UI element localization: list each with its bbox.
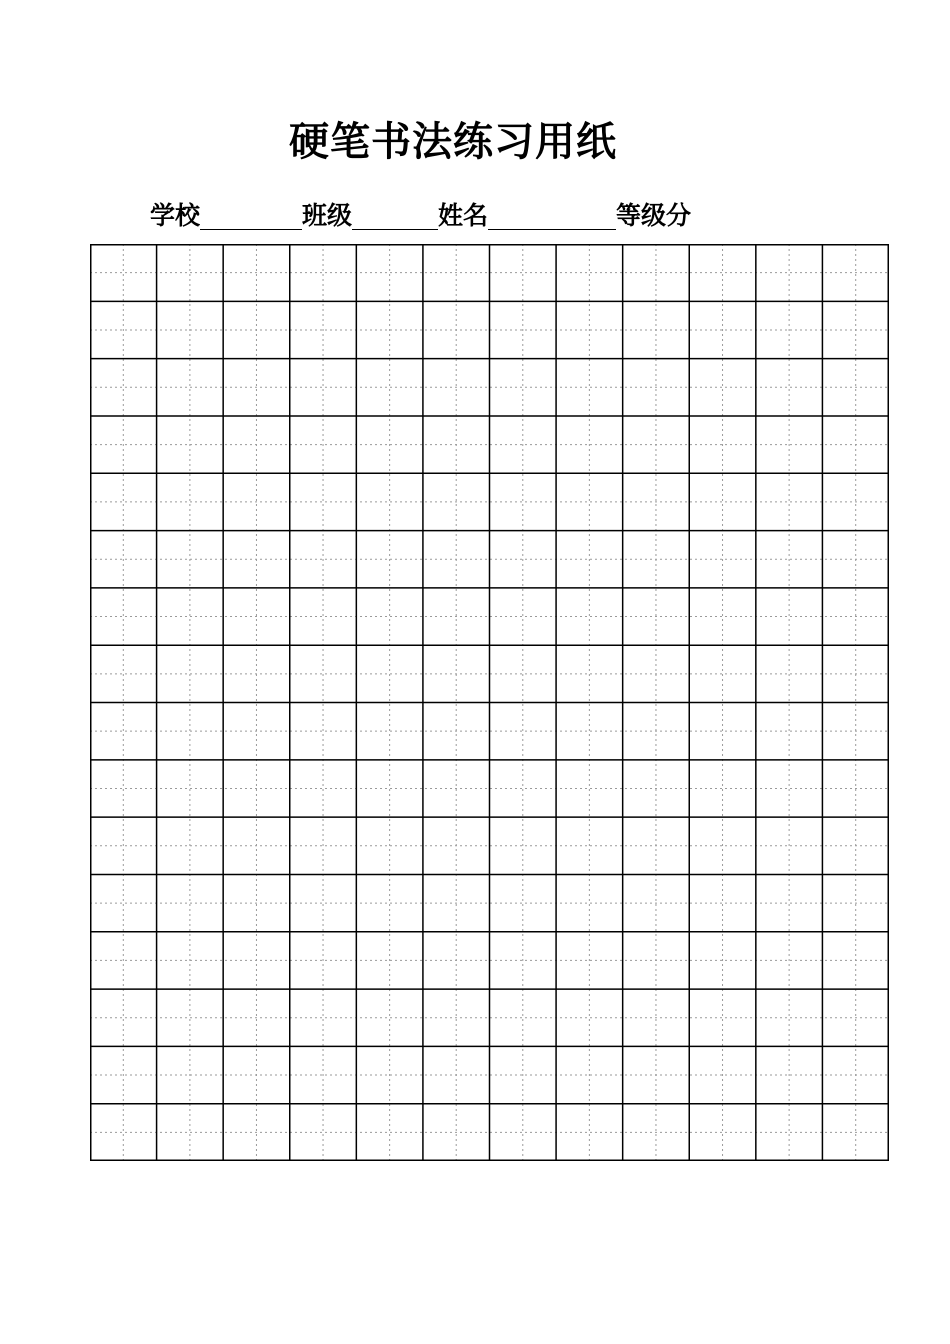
writing-cell[interactable] — [822, 932, 889, 989]
writing-cell[interactable] — [556, 416, 623, 473]
writing-cell[interactable] — [157, 301, 224, 358]
writing-cell[interactable] — [356, 703, 423, 760]
practice-grid — [90, 244, 889, 1161]
writing-cell[interactable] — [689, 703, 756, 760]
school-label: 学校 — [150, 201, 201, 230]
writing-cell[interactable] — [756, 645, 823, 702]
writing-cell[interactable] — [689, 588, 756, 645]
writing-cell[interactable] — [356, 416, 423, 473]
writing-cell[interactable] — [822, 874, 889, 931]
writing-cell[interactable] — [689, 645, 756, 702]
writing-cell[interactable] — [290, 359, 357, 416]
writing-cell[interactable] — [689, 531, 756, 588]
writing-cell[interactable] — [623, 760, 690, 817]
writing-cell[interactable] — [822, 244, 889, 301]
writing-cell[interactable] — [90, 244, 157, 301]
writing-cell[interactable] — [756, 588, 823, 645]
writing-cell[interactable] — [556, 531, 623, 588]
writing-cell[interactable] — [157, 588, 224, 645]
writing-cell[interactable] — [356, 588, 423, 645]
writing-cell[interactable] — [756, 359, 823, 416]
writing-cell[interactable] — [356, 874, 423, 931]
writing-cell[interactable] — [556, 703, 623, 760]
class-blank-field[interactable] — [352, 199, 438, 230]
writing-cell[interactable] — [490, 932, 557, 989]
writing-cell[interactable] — [90, 932, 157, 989]
writing-cell[interactable] — [290, 473, 357, 530]
writing-cell[interactable] — [423, 932, 490, 989]
page-title: 硬笔书法练习用纸 — [289, 119, 617, 165]
writing-cell[interactable] — [290, 1046, 357, 1103]
writing-cell[interactable] — [90, 703, 157, 760]
writing-cell[interactable] — [556, 932, 623, 989]
writing-cell[interactable] — [756, 301, 823, 358]
writing-cell[interactable] — [223, 989, 290, 1046]
writing-cell[interactable] — [90, 473, 157, 530]
writing-cell[interactable] — [423, 588, 490, 645]
writing-cell[interactable] — [822, 473, 889, 530]
writing-cell[interactable] — [756, 531, 823, 588]
writing-cell[interactable] — [90, 645, 157, 702]
writing-cell[interactable] — [223, 588, 290, 645]
writing-cell[interactable] — [490, 703, 557, 760]
writing-cell[interactable] — [423, 989, 490, 1046]
writing-cell[interactable] — [756, 874, 823, 931]
writing-cell[interactable] — [90, 760, 157, 817]
writing-cell[interactable] — [356, 1046, 423, 1103]
writing-cell[interactable] — [157, 1104, 224, 1161]
writing-cell[interactable] — [223, 874, 290, 931]
writing-cell[interactable] — [423, 244, 490, 301]
writing-cell[interactable] — [689, 1104, 756, 1161]
writing-cell[interactable] — [623, 588, 690, 645]
writing-cell[interactable] — [423, 473, 490, 530]
writing-cell[interactable] — [423, 301, 490, 358]
writing-cell[interactable] — [623, 989, 690, 1046]
writing-cell[interactable] — [689, 817, 756, 874]
practice-grid-svg — [90, 244, 889, 1161]
writing-cell[interactable] — [290, 817, 357, 874]
school-blank-field[interactable] — [200, 199, 302, 230]
writing-cell[interactable] — [623, 473, 690, 530]
writing-cell[interactable] — [290, 760, 357, 817]
writing-cell[interactable] — [290, 588, 357, 645]
writing-cell[interactable] — [490, 874, 557, 931]
writing-cell[interactable] — [356, 244, 423, 301]
writing-cell[interactable] — [689, 1046, 756, 1103]
writing-cell[interactable] — [157, 244, 224, 301]
writing-cell[interactable] — [290, 874, 357, 931]
writing-cell[interactable] — [689, 244, 756, 301]
writing-cell[interactable] — [623, 645, 690, 702]
writing-cell[interactable] — [623, 1104, 690, 1161]
writing-cell[interactable] — [822, 588, 889, 645]
writing-cell[interactable] — [356, 301, 423, 358]
writing-cell[interactable] — [423, 1046, 490, 1103]
class-label: 班级 — [302, 201, 353, 230]
writing-cell[interactable] — [623, 416, 690, 473]
writing-cell[interactable] — [822, 645, 889, 702]
writing-cell[interactable] — [623, 301, 690, 358]
writing-cell[interactable] — [822, 531, 889, 588]
writing-cell[interactable] — [490, 301, 557, 358]
writing-cell[interactable] — [756, 1104, 823, 1161]
writing-cell[interactable] — [223, 301, 290, 358]
writing-cell[interactable] — [157, 531, 224, 588]
writing-cell[interactable] — [556, 1104, 623, 1161]
writing-cell[interactable] — [223, 244, 290, 301]
writing-cell[interactable] — [356, 359, 423, 416]
writing-cell[interactable] — [623, 1046, 690, 1103]
writing-cell[interactable] — [90, 416, 157, 473]
writing-cell[interactable] — [223, 473, 290, 530]
writing-cell[interactable] — [756, 817, 823, 874]
writing-cell[interactable] — [223, 359, 290, 416]
writing-cell[interactable] — [157, 817, 224, 874]
writing-cell[interactable] — [822, 1104, 889, 1161]
writing-cell[interactable] — [822, 703, 889, 760]
writing-cell[interactable] — [223, 703, 290, 760]
writing-cell[interactable] — [556, 588, 623, 645]
writing-cell[interactable] — [756, 989, 823, 1046]
writing-cell[interactable] — [689, 416, 756, 473]
writing-cell[interactable] — [490, 473, 557, 530]
writing-cell[interactable] — [822, 989, 889, 1046]
writing-cell[interactable] — [490, 645, 557, 702]
writing-cell[interactable] — [490, 244, 557, 301]
writing-cell[interactable] — [490, 760, 557, 817]
writing-cell[interactable] — [623, 359, 690, 416]
writing-cell[interactable] — [556, 760, 623, 817]
writing-cell[interactable] — [556, 301, 623, 358]
writing-cell[interactable] — [356, 932, 423, 989]
writing-cell[interactable] — [623, 932, 690, 989]
writing-cell[interactable] — [623, 703, 690, 760]
writing-cell[interactable] — [290, 932, 357, 989]
writing-cell[interactable] — [157, 359, 224, 416]
writing-cell[interactable] — [623, 531, 690, 588]
writing-cell[interactable] — [423, 645, 490, 702]
writing-cell[interactable] — [90, 301, 157, 358]
writing-cell[interactable] — [423, 817, 490, 874]
writing-cell[interactable] — [90, 359, 157, 416]
writing-cell[interactable] — [90, 531, 157, 588]
writing-cell[interactable] — [623, 874, 690, 931]
writing-cell[interactable] — [423, 874, 490, 931]
writing-cell[interactable] — [223, 1046, 290, 1103]
writing-cell[interactable] — [490, 531, 557, 588]
writing-cell[interactable] — [689, 932, 756, 989]
writing-cell[interactable] — [490, 1104, 557, 1161]
writing-cell[interactable] — [556, 645, 623, 702]
writing-cell[interactable] — [822, 760, 889, 817]
writing-cell[interactable] — [423, 359, 490, 416]
writing-cell[interactable] — [556, 244, 623, 301]
name-blank-field[interactable] — [488, 199, 616, 230]
writing-cell[interactable] — [223, 932, 290, 989]
writing-cell[interactable] — [822, 359, 889, 416]
writing-cell[interactable] — [157, 645, 224, 702]
writing-cell[interactable] — [290, 531, 357, 588]
writing-cell[interactable] — [90, 1046, 157, 1103]
writing-cell[interactable] — [356, 473, 423, 530]
writing-cell[interactable] — [756, 473, 823, 530]
writing-cell[interactable] — [356, 1104, 423, 1161]
writing-cell[interactable] — [290, 1104, 357, 1161]
writing-cell[interactable] — [556, 359, 623, 416]
writing-cell[interactable] — [822, 1046, 889, 1103]
writing-cell[interactable] — [756, 416, 823, 473]
writing-cell[interactable] — [623, 244, 690, 301]
writing-cell[interactable] — [756, 1046, 823, 1103]
writing-cell[interactable] — [223, 645, 290, 702]
writing-cell[interactable] — [490, 416, 557, 473]
writing-cell[interactable] — [290, 301, 357, 358]
writing-cell[interactable] — [157, 989, 224, 1046]
writing-cell[interactable] — [157, 760, 224, 817]
writing-cell[interactable] — [689, 473, 756, 530]
writing-cell[interactable] — [157, 416, 224, 473]
writing-cell[interactable] — [556, 1046, 623, 1103]
writing-cell[interactable] — [157, 932, 224, 989]
writing-cell[interactable] — [423, 531, 490, 588]
writing-cell[interactable] — [223, 531, 290, 588]
writing-cell[interactable] — [290, 645, 357, 702]
grade-label: 等级分 — [616, 201, 692, 230]
writing-cell[interactable] — [556, 989, 623, 1046]
writing-cell[interactable] — [356, 531, 423, 588]
writing-cell[interactable] — [356, 989, 423, 1046]
writing-cell[interactable] — [157, 1046, 224, 1103]
writing-cell[interactable] — [157, 874, 224, 931]
writing-cell[interactable] — [223, 760, 290, 817]
writing-cell[interactable] — [290, 416, 357, 473]
writing-cell[interactable] — [90, 1104, 157, 1161]
writing-cell[interactable] — [490, 588, 557, 645]
writing-cell[interactable] — [90, 989, 157, 1046]
writing-cell[interactable] — [223, 817, 290, 874]
writing-cell[interactable] — [689, 989, 756, 1046]
writing-cell[interactable] — [490, 989, 557, 1046]
writing-cell[interactable] — [223, 1104, 290, 1161]
name-label: 姓名 — [438, 201, 489, 230]
writing-cell[interactable] — [822, 301, 889, 358]
writing-cell[interactable] — [423, 416, 490, 473]
writing-cell[interactable] — [157, 703, 224, 760]
writing-cell[interactable] — [756, 760, 823, 817]
writing-cell[interactable] — [290, 244, 357, 301]
writing-cell[interactable] — [223, 416, 290, 473]
writing-cell[interactable] — [556, 473, 623, 530]
header-info-line — [150, 194, 691, 234]
writing-cell[interactable] — [90, 874, 157, 931]
writing-cell[interactable] — [822, 817, 889, 874]
writing-cell[interactable] — [689, 874, 756, 931]
writing-cell[interactable] — [490, 817, 557, 874]
writing-cell[interactable] — [756, 244, 823, 301]
writing-cell[interactable] — [423, 760, 490, 817]
writing-cell[interactable] — [356, 645, 423, 702]
writing-cell[interactable] — [756, 932, 823, 989]
writing-cell[interactable] — [623, 817, 690, 874]
writing-cell[interactable] — [90, 817, 157, 874]
writing-cell[interactable] — [689, 760, 756, 817]
writing-cell[interactable] — [356, 817, 423, 874]
writing-cell[interactable] — [290, 703, 357, 760]
writing-cell[interactable] — [689, 301, 756, 358]
writing-cell[interactable] — [157, 473, 224, 530]
writing-cell[interactable] — [490, 359, 557, 416]
writing-cell[interactable] — [90, 588, 157, 645]
writing-cell[interactable] — [490, 1046, 557, 1103]
writing-cell[interactable] — [689, 359, 756, 416]
writing-cell[interactable] — [556, 874, 623, 931]
writing-cell[interactable] — [356, 760, 423, 817]
writing-cell[interactable] — [423, 1104, 490, 1161]
writing-cell[interactable] — [556, 817, 623, 874]
writing-cell[interactable] — [290, 989, 357, 1046]
writing-cell[interactable] — [423, 703, 490, 760]
writing-cell[interactable] — [756, 703, 823, 760]
writing-cell[interactable] — [822, 416, 889, 473]
